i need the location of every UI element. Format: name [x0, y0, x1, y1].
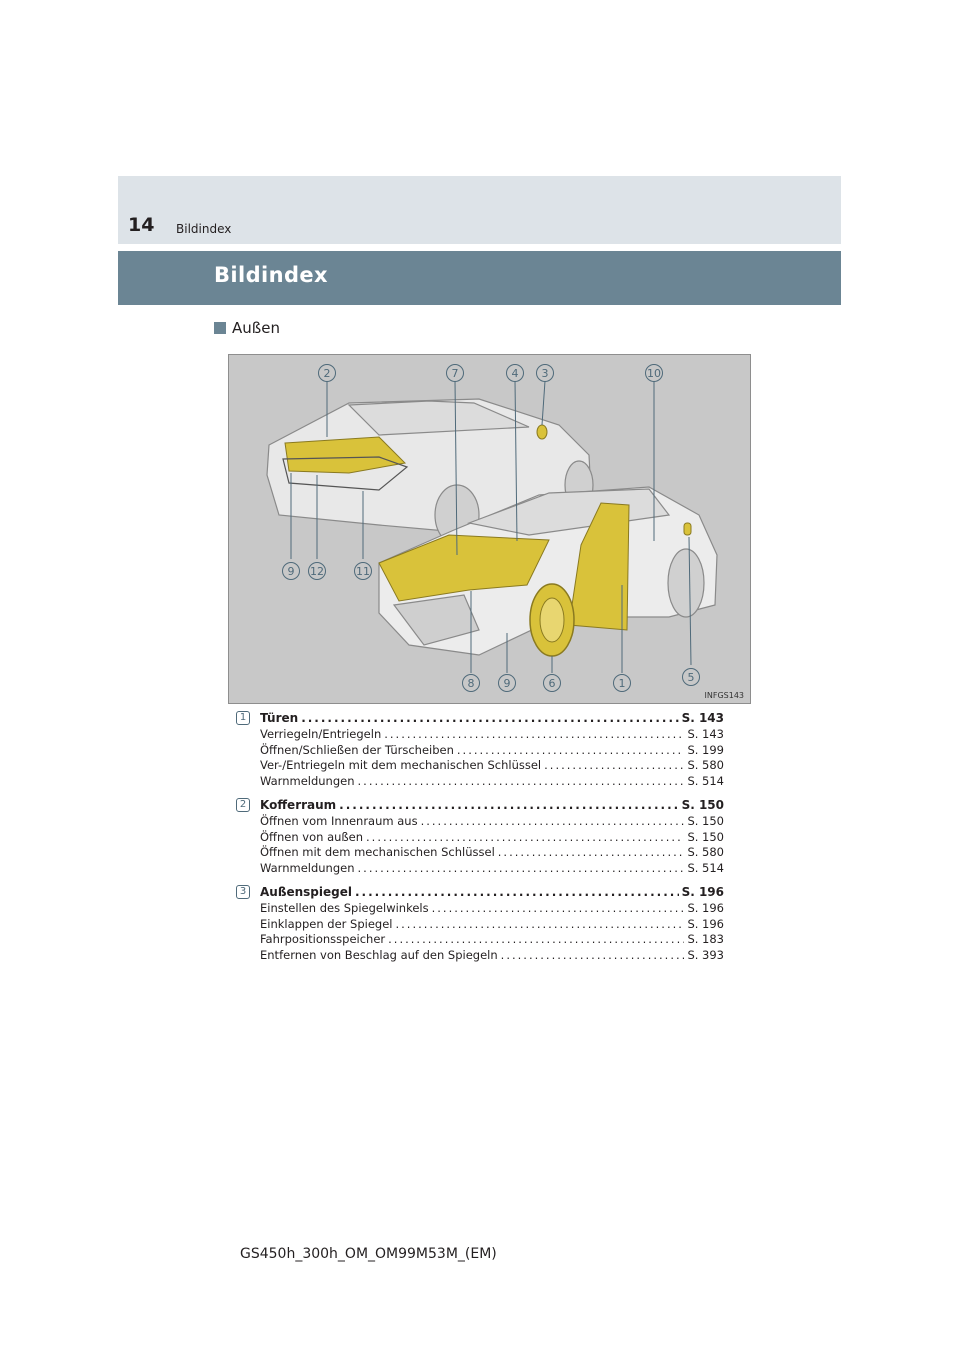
callout-marker: 1	[613, 674, 631, 692]
leader-dots	[457, 743, 685, 759]
callout-marker: 10	[645, 364, 663, 382]
entry-title-line	[236, 884, 724, 901]
page-number: 14	[128, 214, 155, 236]
sub-item-page-ref: S. 196	[687, 901, 724, 915]
section-heading	[214, 319, 280, 337]
sub-item-page-ref: S. 183	[687, 932, 724, 946]
footer-doc-code: GS450h_300h_OM_OM99M53M_(EM)	[240, 1246, 497, 1262]
sub-item-text: Entfernen von Beschlag auf den Spiegeln	[260, 947, 498, 962]
square-bullet-icon	[214, 322, 226, 334]
leader-dots	[421, 814, 685, 830]
entry-sub-item	[236, 727, 724, 743]
sub-item-page-ref: S. 393	[687, 947, 724, 962]
entry-sub-item	[236, 845, 724, 861]
leader-dots	[388, 932, 684, 948]
entry-sub-item	[236, 917, 724, 933]
sub-item-page-ref: S. 514	[687, 773, 724, 788]
index-entries	[236, 710, 724, 971]
entry-page-ref: S. 143	[681, 711, 724, 725]
sub-item-page-ref: S. 150	[687, 814, 724, 828]
sub-item-page-ref: S. 580	[687, 758, 724, 772]
callout-marker: 4	[506, 364, 524, 382]
side-marker-highlight	[684, 523, 691, 535]
leader-dots	[301, 710, 678, 727]
callout-marker: 9	[282, 562, 300, 580]
sub-item-text: Fahrpositionsspeicher	[260, 932, 386, 946]
entry-title: Außenspiegel	[260, 885, 352, 899]
callout-marker: 3	[536, 364, 554, 382]
leader-dots	[544, 758, 684, 774]
entry-title: Kofferraum	[260, 798, 337, 812]
callout-marker: 12	[308, 562, 326, 580]
entry-sub-item	[236, 758, 724, 774]
index-entry	[236, 710, 724, 789]
sub-item-page-ref: S. 143	[687, 727, 724, 741]
sub-item-text: Öffnen mit dem mechanischen Schlüssel	[260, 845, 495, 859]
entry-number-badge: 2	[236, 798, 250, 812]
rear-mirror-highlight	[537, 425, 547, 439]
entry-sub-item	[236, 830, 724, 846]
car-illustration	[229, 355, 750, 703]
entry-sub-item	[236, 774, 724, 790]
sub-item-page-ref: S. 580	[687, 845, 724, 859]
entry-number-badge: 3	[236, 885, 250, 899]
entry-title-line	[236, 710, 724, 727]
title-bar	[118, 251, 841, 305]
sub-item-text: Öffnen/Schließen der Türscheiben	[260, 742, 454, 757]
sub-item-text: Öffnen von außen	[260, 829, 364, 844]
entry-sub-item	[236, 932, 724, 948]
entry-sub-item	[236, 861, 724, 877]
leader-dots	[432, 901, 685, 917]
leader-dots	[358, 774, 685, 790]
leader-dots	[358, 861, 685, 877]
sub-item-page-ref: S. 150	[687, 829, 724, 844]
sub-item-text: Einklappen der Spiegel	[260, 916, 393, 931]
leader-dots	[366, 830, 684, 846]
car-exterior-figure	[228, 354, 751, 704]
leader-dots	[501, 948, 685, 964]
callout-marker: 7	[446, 364, 464, 382]
entry-sub-item	[236, 814, 724, 830]
leader-dots	[339, 797, 678, 814]
callout-marker: 9	[498, 674, 516, 692]
callout-marker: 2	[318, 364, 336, 382]
leader-dots	[395, 917, 684, 933]
header-section-label: Bildindex	[176, 222, 232, 236]
entry-sub-item	[236, 948, 724, 964]
entry-title-line	[236, 797, 724, 814]
sub-item-text: Einstellen des Spiegelwinkels	[260, 901, 429, 915]
callout-marker: 5	[682, 668, 700, 686]
sub-item-text: Verriegeln/Entriegeln	[260, 727, 382, 741]
leader-dots	[355, 884, 679, 901]
sub-item-page-ref: S. 514	[687, 860, 724, 875]
entry-title: Türen	[260, 711, 299, 725]
sub-item-text: Öffnen vom Innenraum aus	[260, 814, 418, 828]
entry-number-badge: 1	[236, 711, 250, 725]
figure-code: INFGS143	[704, 691, 744, 700]
sub-item-page-ref: S. 199	[687, 742, 724, 757]
leader-dots	[384, 727, 684, 743]
index-entry	[236, 797, 724, 876]
callout-marker: 6	[543, 674, 561, 692]
callout-marker: 11	[354, 562, 372, 580]
entry-sub-item	[236, 901, 724, 917]
entry-sub-item	[236, 743, 724, 759]
entry-page-ref: S. 196	[681, 885, 724, 899]
entry-page-ref: S. 150	[681, 798, 724, 812]
leader-dots	[498, 845, 685, 861]
sub-item-text: Ver-/Entriegeln mit dem mechanischen Schlüssel	[260, 758, 542, 772]
sub-item-page-ref: S. 196	[687, 916, 724, 931]
callout-marker: 8	[462, 674, 480, 692]
section-heading-text: Außen	[232, 319, 280, 337]
sub-item-text: Warnmeldungen	[260, 860, 355, 875]
index-entry	[236, 884, 724, 963]
page-title: Bildindex	[214, 263, 329, 287]
sub-item-text: Warnmeldungen	[260, 773, 355, 788]
